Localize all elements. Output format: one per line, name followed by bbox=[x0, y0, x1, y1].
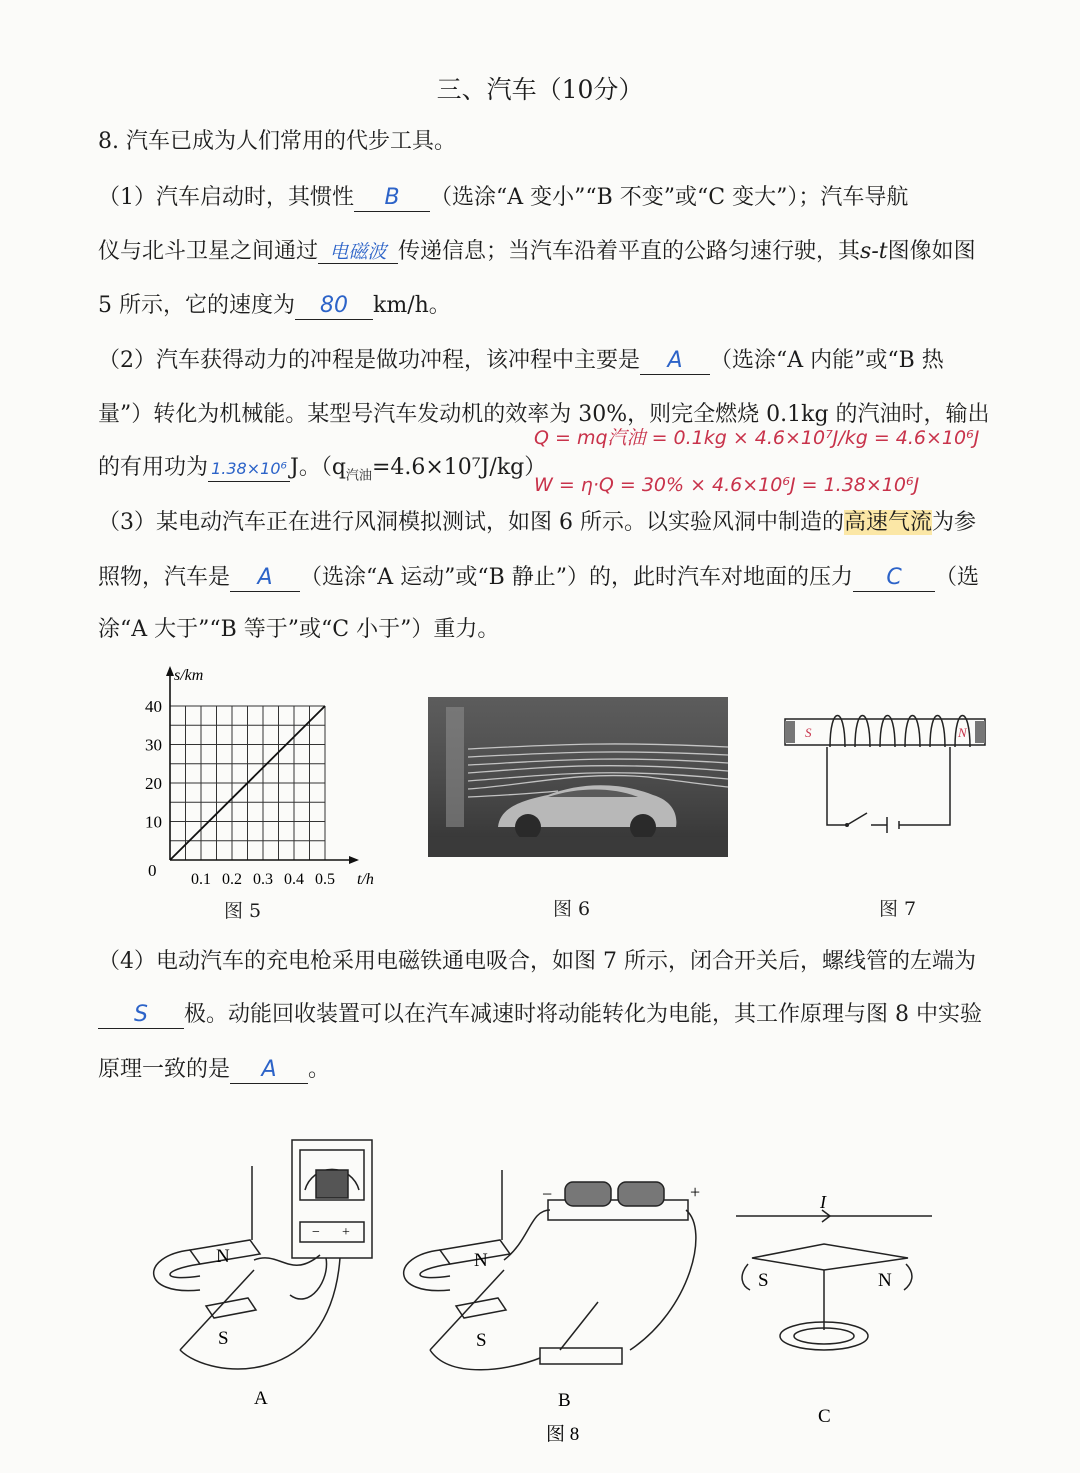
fig8-a-plus: + bbox=[342, 1225, 350, 1240]
text: 图像如图 bbox=[887, 239, 976, 264]
x-tick-label: 0.2 bbox=[222, 871, 242, 888]
fig8-c-s-label: S bbox=[758, 1270, 769, 1291]
x-axis-label: t/h bbox=[357, 871, 374, 888]
fig7-solenoid-circuit bbox=[775, 695, 995, 840]
text: 传递信息；当汽车沿着平直的公路匀速行驶，其 bbox=[398, 239, 861, 264]
fig7-left-pole: S bbox=[805, 725, 812, 740]
y-tick-label: 20 bbox=[145, 774, 162, 793]
fig8-b-plus: + bbox=[690, 1182, 701, 1202]
handwritten-answer: 1.38×10⁶ bbox=[211, 459, 287, 478]
p1-line2 bbox=[98, 234, 976, 265]
fig8-a-s-label: S bbox=[218, 1328, 229, 1349]
fig5-caption: 图 5 bbox=[224, 900, 262, 922]
text: （2）汽车获得动力的冲程是做功冲程，该冲程中主要是 bbox=[98, 348, 640, 373]
fig8-b-minus: − bbox=[542, 1184, 553, 1204]
fig8-caption: 图 8 bbox=[546, 1424, 580, 1445]
answer-blank[interactable] bbox=[208, 455, 290, 482]
handwritten-answer: 80 bbox=[320, 293, 348, 318]
answer-blank[interactable] bbox=[318, 237, 398, 264]
handwritten-answer: B bbox=[384, 185, 400, 210]
fig8-a-label: A bbox=[254, 1388, 268, 1409]
text: （选涂“A 内能”或“B 热 bbox=[710, 348, 944, 373]
fig8-c-current-label: I bbox=[820, 1192, 826, 1212]
fig6-caption: 图 6 bbox=[553, 898, 591, 920]
text: （选涂“A 运动”或“B 静止”）的，此时汽车对地面的压力 bbox=[300, 565, 854, 590]
fig8-c-label: C bbox=[818, 1406, 831, 1427]
handwritten-answer: A bbox=[261, 1057, 277, 1082]
handwritten-answer: C bbox=[886, 565, 902, 590]
fig7-right-pole: N bbox=[958, 725, 967, 740]
fig8-b-n-label: N bbox=[474, 1250, 488, 1271]
handwritten-answer: S bbox=[134, 1002, 148, 1027]
section-title: 三、汽车（10分） bbox=[436, 75, 644, 104]
text: （1）汽车启动时，其惯性 bbox=[98, 185, 354, 210]
p3-line1 bbox=[98, 505, 976, 536]
answer-blank[interactable] bbox=[230, 1057, 308, 1084]
p3-line3: 涂“A 大于”“B 等于”或“C 小于”）重力。 bbox=[98, 617, 500, 642]
y-tick-label: 10 bbox=[145, 812, 162, 832]
st-symbol: s-t bbox=[860, 239, 888, 264]
handwritten-work-1: Q = mq汽油 = 0.1kg × 4.6×10⁷J/kg = 4.6×10⁶J bbox=[534, 427, 980, 449]
text: 仪与北斗卫星之间通过 bbox=[98, 239, 319, 264]
text: 原理一致的是 bbox=[98, 1057, 231, 1082]
highlighted-text: 高速气流 bbox=[843, 510, 932, 535]
fig8-experiments bbox=[130, 1130, 950, 1450]
answer-blank[interactable] bbox=[230, 565, 300, 592]
handwritten-work-2: W = η·Q = 30% × 4.6×10⁶J = 1.38×10⁶J bbox=[534, 474, 920, 496]
y-tick-label: 30 bbox=[145, 735, 162, 755]
text: （选涂“A 变小”“B 不变”或“C 变大”）；汽车导航 bbox=[430, 185, 909, 210]
fig8-b-label: B bbox=[558, 1390, 571, 1411]
fig6-wind-tunnel-photo bbox=[428, 697, 728, 857]
x-tick-label: 0.4 bbox=[284, 871, 304, 888]
fig7-caption: 图 7 bbox=[879, 898, 917, 920]
answer-blank[interactable] bbox=[853, 565, 935, 592]
p2-line2: 量”）转化为机械能。某型号汽车发动机的效率为 30%，则完全燃烧 0.1kg 的汽油时，输出 bbox=[98, 402, 990, 427]
fig5-st-graph bbox=[120, 660, 390, 890]
y-axis-label: s/km bbox=[174, 667, 204, 684]
p4-line3 bbox=[98, 1052, 330, 1084]
handwritten-answer: A bbox=[667, 348, 683, 373]
x-tick-label: 0.5 bbox=[315, 871, 335, 888]
p3-line2 bbox=[98, 560, 979, 592]
handwritten-answer: A bbox=[257, 565, 273, 590]
text: 极。动能回收装置可以在汽车减速时将动能转化为电能，其工作原理与图 8 中实验 bbox=[184, 1002, 982, 1027]
fig8-c-n-label: N bbox=[878, 1270, 892, 1291]
answer-blank[interactable] bbox=[295, 293, 373, 320]
text: 。 bbox=[308, 1057, 331, 1082]
fig8-b-s-label: S bbox=[476, 1330, 487, 1351]
p2-line1 bbox=[98, 343, 944, 375]
text: =4.6×10⁷J/kg） bbox=[371, 455, 547, 480]
origin-label: 0 bbox=[148, 861, 157, 880]
p2-line3 bbox=[98, 450, 546, 483]
x-tick-label: 0.3 bbox=[253, 871, 273, 888]
text: 为参 bbox=[932, 510, 977, 535]
p1-line1 bbox=[98, 180, 908, 212]
fig8-a-n-label: N bbox=[216, 1246, 230, 1267]
fig8-a-minus: − bbox=[312, 1225, 320, 1240]
p1-line3 bbox=[98, 288, 451, 320]
text: 的有用功为 bbox=[98, 455, 209, 480]
text: 5 所示，它的速度为 bbox=[98, 293, 295, 318]
text: km/h。 bbox=[373, 293, 451, 318]
x-tick-label: 0.1 bbox=[191, 871, 211, 888]
y-tick-label: 40 bbox=[145, 697, 162, 716]
fig8-a-galvanometer-setup bbox=[154, 1140, 372, 1369]
y-axis-arrow bbox=[166, 666, 174, 676]
text: J。（q bbox=[290, 455, 346, 480]
p4-line1: （4）电动汽车的充电枪采用电磁铁通电吸合，如图 7 所示，闭合开关后，螺线管的左端为 bbox=[98, 949, 976, 974]
text: （3）某电动汽车正在进行风洞模拟测试，如图 6 所示。以实验风洞中制造的 bbox=[98, 510, 844, 535]
text: 照物，汽车是 bbox=[98, 565, 231, 590]
answer-blank[interactable] bbox=[354, 185, 430, 212]
question-intro: 8. 汽车已成为人们常用的代步工具。 bbox=[98, 129, 456, 154]
p4-line2 bbox=[98, 997, 982, 1029]
text: （选 bbox=[935, 565, 980, 590]
x-axis-arrow bbox=[349, 856, 359, 864]
subscript: 汽油 bbox=[345, 468, 372, 484]
answer-blank[interactable] bbox=[640, 348, 710, 375]
answer-blank[interactable] bbox=[98, 1002, 184, 1029]
handwritten-answer: 电磁波 bbox=[329, 241, 387, 263]
